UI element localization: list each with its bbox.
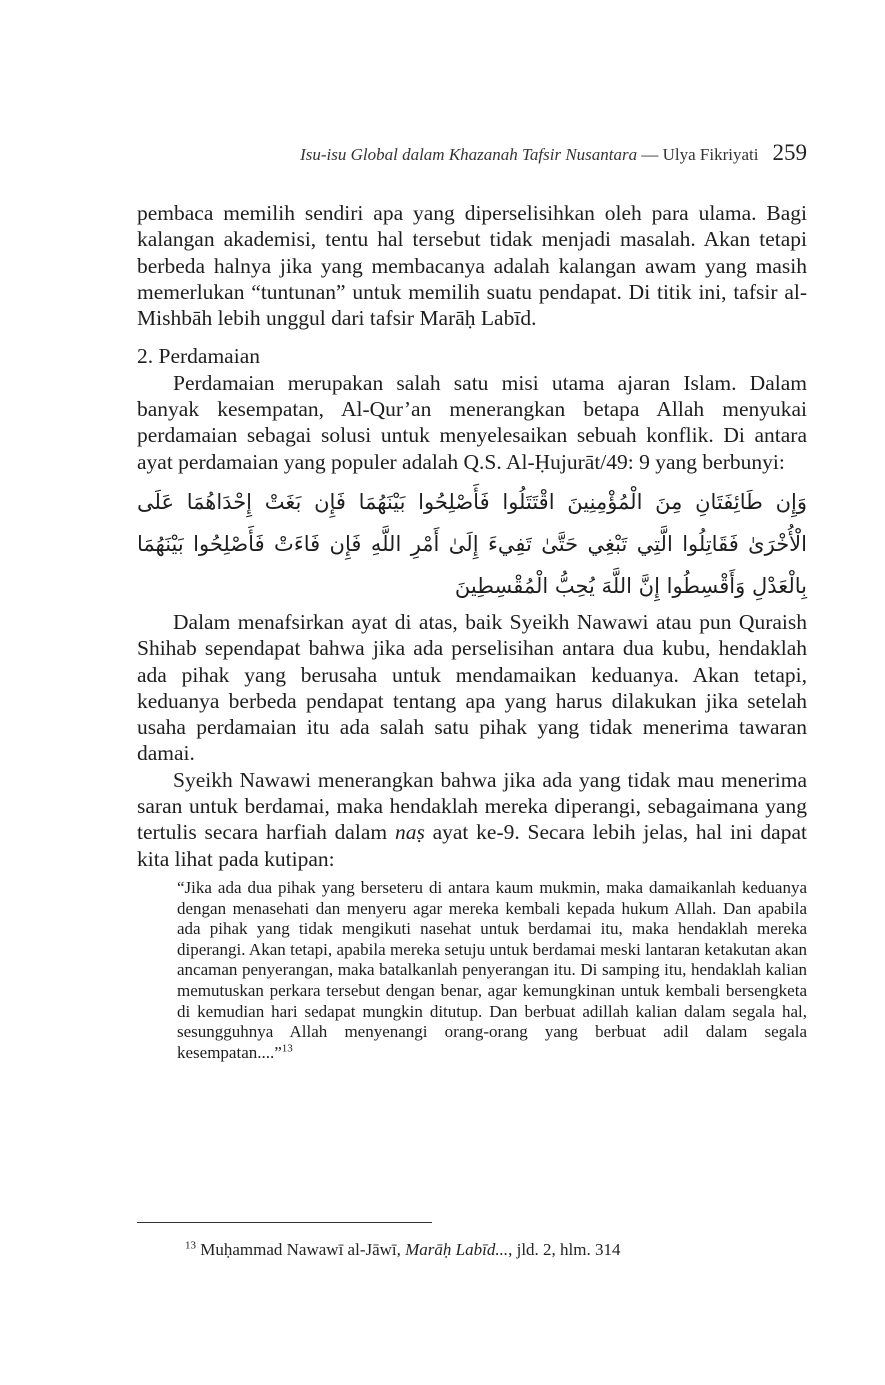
page-number: 259 (772, 140, 807, 165)
paragraph-4-italic: naṣ (394, 820, 425, 845)
footnote-number: 13 (185, 1239, 196, 1252)
header-author: Ulya Fikriyati (662, 145, 759, 164)
footnote-rest: , jld. 2, hlm. 314 (508, 1240, 621, 1259)
body-text (137, 200, 807, 1063)
paragraph-1: pembaca memilih sendiri apa yang diperselisihkan oleh para ulama. Bagi kalangan akademisi, tentu hal tersebut tidak menjadi masalah. Akan tetapi berbeda halnya jika yang membacanya adalah kalangan awam yang masih memerlukan “tuntunan” untuk memilih suatu pendapat. Di titik ini, tafsir al-Mishbāh lebih unggul dari tafsir Marāḥ Labīd. (137, 201, 807, 331)
quote-text: “Jika ada dua pihak yang berseteru di antara kaum mukmin, maka damaikanlah keduanya dengan menasehati dan menyeru agar mereka kembali kepada hukum Allah. Dan apabila ada pihak yang tidak mengikuti nasehat untuk berdamai itu, maka hendaklah mereka diperangi. Akan tetapi, apabila mereka setuju untuk berdamai meski lantaran ketakutan akan ancaman penyerangan, maka batalkanlah penyerangan itu. Di samping itu, hendaklah kalian memutuskan perkara tersebut dengan benar, agar kemungkinan untuk kembali bersengketa di kemudian hari sedapat mungkin ditutup. Dan berbuat adillah kalian dalam segala hal, sesungguhnya Allah menyenangi orang-orang yang berbuat adil dalam segala kesempatan....” (177, 877, 807, 1062)
paragraph-4-before: Syeikh Nawawi menerangkan bahwa jika ada yang tidak mau menerima saran untuk berdamai, maka hendaklah mereka diperangi, sebagaimana yang tertulis secara harfiah dalam (137, 767, 807, 845)
arabic-verse: وَإِن طَائِفَتَانِ مِنَ الْمُؤْمِنِينَ اقْتَتَلُوا فَأَصْلِحُوا بَيْنَهُمَا فَإِن بَغَتْ إِحْدَاهُمَا عَلَى الْأُخْرَىٰ فَقَاتِلُوا الَّتِي تَبْغِي حَتَّىٰ تَفِيءَ إِلَىٰ أَمْرِ اللَّهِ فَإِن فَاءَتْ فَأَصْلِحُوا بَيْنَهُمَا بِالْعَدْلِ وَأَقْسِطُوا إِنَّ اللَّهَ يُحِبُّ الْمُقْسِطِينَ (137, 489, 807, 598)
header-separator: — (637, 145, 663, 164)
running-title-line (300, 145, 758, 165)
footnote (185, 1240, 785, 1260)
running-title: Isu-isu Global dalam Khazanah Tafsir Nusantara (300, 145, 638, 164)
footnote-rule (137, 1222, 432, 1223)
footnote-author: Muḥammad Nawawī al-Jāwī, (200, 1240, 406, 1259)
section-heading: 2. Perdamaian (137, 344, 260, 369)
paragraph-4 (137, 767, 807, 872)
footnote-title: Marāḥ Labīd... (405, 1240, 509, 1259)
paragraph-3: Dalam menafsirkan ayat di atas, baik Syeikh Nawawi atau pun Quraish Shihab sependapat bahwa jika ada perselisihan antara dua kubu, hendaklah ada pihak yang berusaha untuk mendamaikan keduanya. Akan tetapi, keduanya berbeda pendapat tentang apa yang harus dilakukan jika setelah usaha perdamaian itu ada salah satu pihak yang tidak menerima tawaran damai. (137, 609, 807, 766)
running-header (175, 140, 807, 166)
footnote-ref: 13 (281, 1042, 293, 1055)
paragraph-4-after: ayat ke-9. Secara lebih jelas, hal ini dapat kita lihat pada kutipan: (137, 820, 807, 871)
paragraph-2: Perdamaian merupakan salah satu misi utama ajaran Islam. Dalam banyak kesempatan, Al-Qur’an menerangkan betapa Allah menyukai perdamaian sebagai solusi untuk menyelesaikan sebuah konflik. Di antara ayat perdamaian yang populer adalah Q.S. Al-Ḥujurāt/49: 9 yang berbunyi: (137, 370, 807, 474)
block-quote (177, 878, 807, 1063)
